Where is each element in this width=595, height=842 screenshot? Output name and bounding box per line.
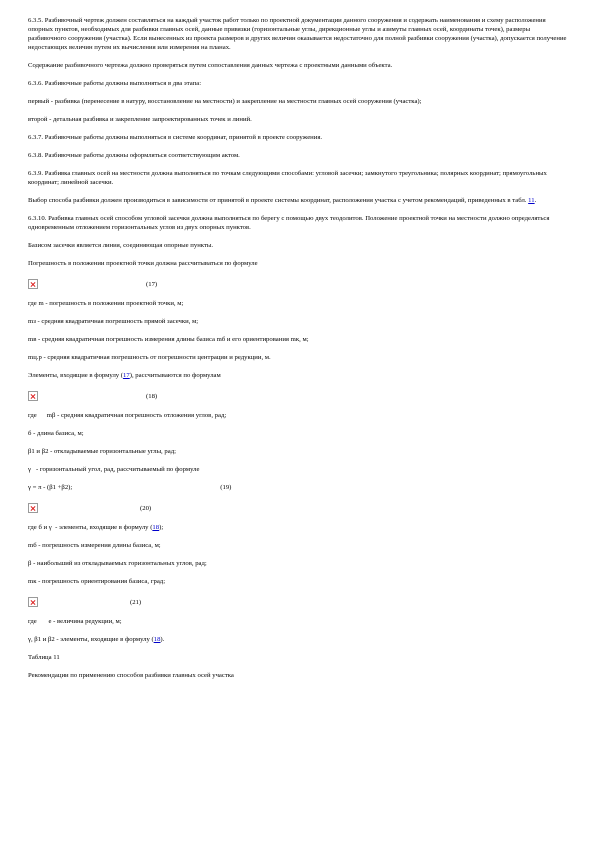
broken-image-icon xyxy=(28,391,38,401)
paragraph-elements-18 xyxy=(28,523,568,532)
paragraph-6-3-10: 6.3.10. Разбивка главных осей способом угловой засечки должна выполняться по берегу с помощью двух теодолитов. Положение проектной точки на местности должно определяться одновременным отложением горизонтальных углов из двух опорных пунктов. xyxy=(28,215,550,231)
broken-image-icon xyxy=(28,503,38,513)
paragraph-mcr: mц.р - средняя квадратичная погрешность от погрешности центрации и редукции, м. xyxy=(28,354,271,361)
formula-17-number: (17) xyxy=(146,280,158,288)
paragraph-where-m: где m - погрешность в положении проектной точки, м; xyxy=(28,300,184,307)
paragraph-basis-length: б - длина базиса, м; xyxy=(28,430,84,437)
elements-18-end: ); xyxy=(159,524,164,531)
table-11-caption: Таблица 11 xyxy=(28,654,60,661)
elements-18b-text: γ, β1 и β2 - элементы, входящие в формулу ( xyxy=(28,636,154,643)
paragraph-method-choice xyxy=(28,196,568,205)
paragraph-mk: mк - погрешность ориентирования базиса, град; xyxy=(28,578,166,585)
paragraph-reduction: где e - величина редукции, м; xyxy=(28,618,122,625)
formula-19-number: (19) xyxy=(220,484,232,491)
formula-17-link[interactable]: 17 xyxy=(123,372,130,379)
paragraph-6-3-6: 6.3.6. Разбивочные работы должны выполняться в два этапа: xyxy=(28,80,202,87)
paragraph-elements-18b xyxy=(28,635,568,644)
paragraph-mb: mб - погрешность измерения длины базиса, м; xyxy=(28,542,161,549)
formula-19-equation: γ = π - (β1 +β2); xyxy=(28,484,73,491)
paragraph-stage-two: второй - детальная разбивка и закрепление запроектированных точек и линий. xyxy=(28,116,252,123)
paragraph-check: Содержание разбивочного чертежа должно проверяться путем сопоставления данных чертежа с проектными данными объекта. xyxy=(28,62,393,69)
table-11-link[interactable]: 11 xyxy=(528,197,535,204)
elements-17-end: ), рассчитываются по формулам xyxy=(129,372,221,379)
paragraph-m-beta: где mβ - средняя квадратичная погрешность отложения углов, рад; xyxy=(28,412,227,419)
paragraph-beta-angles: β1 и β2 - откладываемые горизонтальные углы, рад; xyxy=(28,448,176,455)
paragraph-6-3-8: 6.3.8. Разбивочные работы должны оформляться соответствующим актом. xyxy=(28,152,240,159)
broken-image-icon xyxy=(28,279,38,289)
formula-19 xyxy=(28,483,568,492)
paragraph-elements-17 xyxy=(28,371,568,380)
formula-21-number: (21) xyxy=(130,598,142,606)
formula-18-link-2[interactable]: 18 xyxy=(153,636,161,643)
paragraph-mz: mз - средняя квадратичная погрешность прямой засечки, м; xyxy=(28,318,199,325)
paragraph-6-3-7: 6.3.7. Разбивочные работы должны выполняться в системе координат, принятой в проекте сооружения. xyxy=(28,134,323,141)
method-choice-text: Выбор способа разбивки должен производиться в зависимости от принятой в проекте системы координат, расположения участка с учетом рекомендаций, приведенных в табл. xyxy=(28,197,529,204)
formula-20 xyxy=(28,501,568,515)
formula-20-number: (20) xyxy=(140,504,152,512)
elements-18-text: где б и γ - элементы, входящие в формулу ( xyxy=(28,524,153,531)
paragraph-6-3-9: 6.3.9. Разбивка главных осей на местности должна выполняться по точкам следующими способами: угловой засечки; замкнутого треугольника; полярных координат; прямоугольных координат; линейной засечки. xyxy=(28,170,547,186)
formula-18-link[interactable]: 18 xyxy=(152,524,160,531)
broken-image-icon xyxy=(28,597,38,607)
elements-18b-end: ). xyxy=(160,636,165,643)
paragraph-error-formula: Погрешность в положении проектной точки должна рассчитываться по формуле xyxy=(28,260,258,267)
formula-18-number: (18) xyxy=(146,392,158,400)
method-choice-end: . xyxy=(534,197,537,204)
formula-21 xyxy=(28,595,568,609)
paragraph-stage-one: первый - разбивка (перенесение в натуру, восстановление на местности) и закрепление на местности главных осей сооружения (участка); xyxy=(28,98,422,105)
paragraph-beta-max: β - наибольший из откладываемых горизонтальных углов, рад; xyxy=(28,560,207,567)
paragraph-6-3-5: 6.3.5. Разбивочный чертеж должен составляться на каждый участок работ только по проектной документации данного сооружения и содержать наименования и схему расположения опорных пунктов, необходимых для разбивки главных осей, данные привязки (горизонтальные углы, дирекционные углы и азимуты главных осей, координаты точек), размеры разбивочного сооружения (участка). Если вынесенных из проекта размеров и других величин оказывается недостаточно для полной разбивки сооружения (участка), допускается получение недостающих величин путем их вычисления или измерения на планах. xyxy=(28,17,567,51)
paragraph-gamma: γ - горизонтальный угол, рад, рассчитываемый по формуле xyxy=(28,466,200,473)
formula-18 xyxy=(28,389,568,403)
paragraph-basis: Базисом засечки является линия, соединяющая опорные пункты. xyxy=(28,242,214,249)
table-11-title: Рекомендации по применению способов разбивки главных осей участка xyxy=(28,672,234,679)
paragraph-mv: mв - средняя квадратичная погрешность измерения длины базиса mб и его ориентирования mк, м; xyxy=(28,336,309,343)
document-body xyxy=(28,16,568,689)
elements-17-text: Элементы, входящие в формулу ( xyxy=(28,372,124,379)
formula-17 xyxy=(28,277,568,291)
